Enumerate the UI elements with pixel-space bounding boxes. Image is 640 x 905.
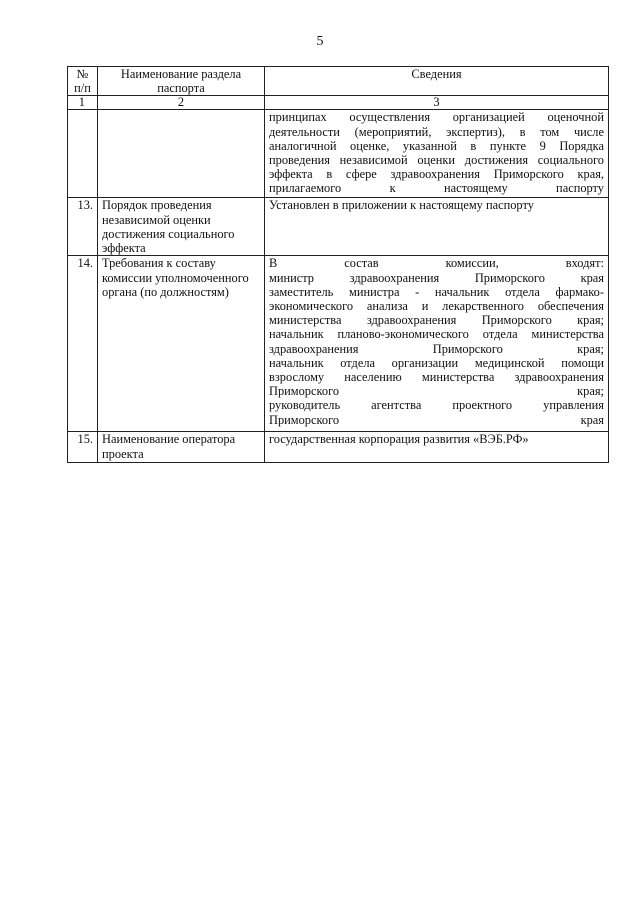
info-line: прилагаемого к настоящему паспорту xyxy=(269,181,604,196)
header-section-name: Наименование раздела паспорта xyxy=(98,67,265,96)
page-number: 5 xyxy=(316,34,324,49)
info-line: государственная корпорация развития «ВЭБ.РФ» xyxy=(269,432,529,447)
info-line: руководитель агентства проектного управления xyxy=(269,398,604,413)
info-line: Приморского края; xyxy=(269,384,604,399)
info-line: начальник отдела организации медицинской помощи xyxy=(269,355,604,370)
row-number xyxy=(68,110,98,198)
column-number-2: 2 xyxy=(98,96,265,110)
row-section-name: Порядок проведения независимой оценки достижения социального эффекта xyxy=(98,198,265,256)
column-number-3: 3 xyxy=(265,96,609,110)
info-line: Приморского края xyxy=(269,412,604,427)
table-row xyxy=(68,110,609,198)
row-info xyxy=(265,256,609,432)
info-line: Установлен в приложении к настоящему паспорту xyxy=(269,198,534,213)
row-info xyxy=(265,198,609,256)
row-number: 15. xyxy=(68,432,98,463)
info-line: здравоохранения Приморского края; xyxy=(269,341,604,356)
row-section-name xyxy=(98,110,265,198)
header-info: Сведения xyxy=(265,67,609,96)
info-line: министерства здравоохранения Приморского края; xyxy=(269,313,604,328)
row-info xyxy=(265,432,609,463)
info-line: эффекта в сфере здравоохранения Приморского края, xyxy=(269,167,604,182)
table-row xyxy=(68,198,609,256)
info-line: начальник планово-экономического отдела министерства xyxy=(269,327,604,342)
column-number-row xyxy=(68,96,609,110)
info-line: В состав комиссии, входят: xyxy=(269,256,604,271)
info-line: аналогичной оценке, указанной в пункте 9 Порядка xyxy=(269,138,604,153)
header-number: № п/п xyxy=(68,67,98,96)
row-number: 13. xyxy=(68,198,98,256)
row-info xyxy=(265,110,609,198)
table-row xyxy=(68,256,609,432)
info-line: проведения независимой оценки достижения социального xyxy=(269,153,604,168)
info-line: деятельности (мероприятий, экспертиз), в том числе xyxy=(269,124,604,139)
row-section-name: Наименование оператора проекта xyxy=(98,432,265,463)
info-line: принципах осуществления организацией оценочной xyxy=(269,110,604,125)
table-header-row xyxy=(68,67,609,96)
row-section-name: Требования к составу комиссии уполномоченного органа (по должностям) xyxy=(98,256,265,432)
info-line: экономического анализа и лекарственного обеспечения xyxy=(269,299,604,314)
table-row xyxy=(68,432,609,463)
info-line: заместитель министра - начальник отдела фармако- xyxy=(269,284,604,299)
row-number: 14. xyxy=(68,256,98,432)
column-number-1: 1 xyxy=(68,96,98,110)
info-line: министр здравоохранения Приморского края xyxy=(269,270,604,285)
passport-table xyxy=(67,66,609,463)
info-line: взрослому населению министерства здравоохранения xyxy=(269,370,604,385)
